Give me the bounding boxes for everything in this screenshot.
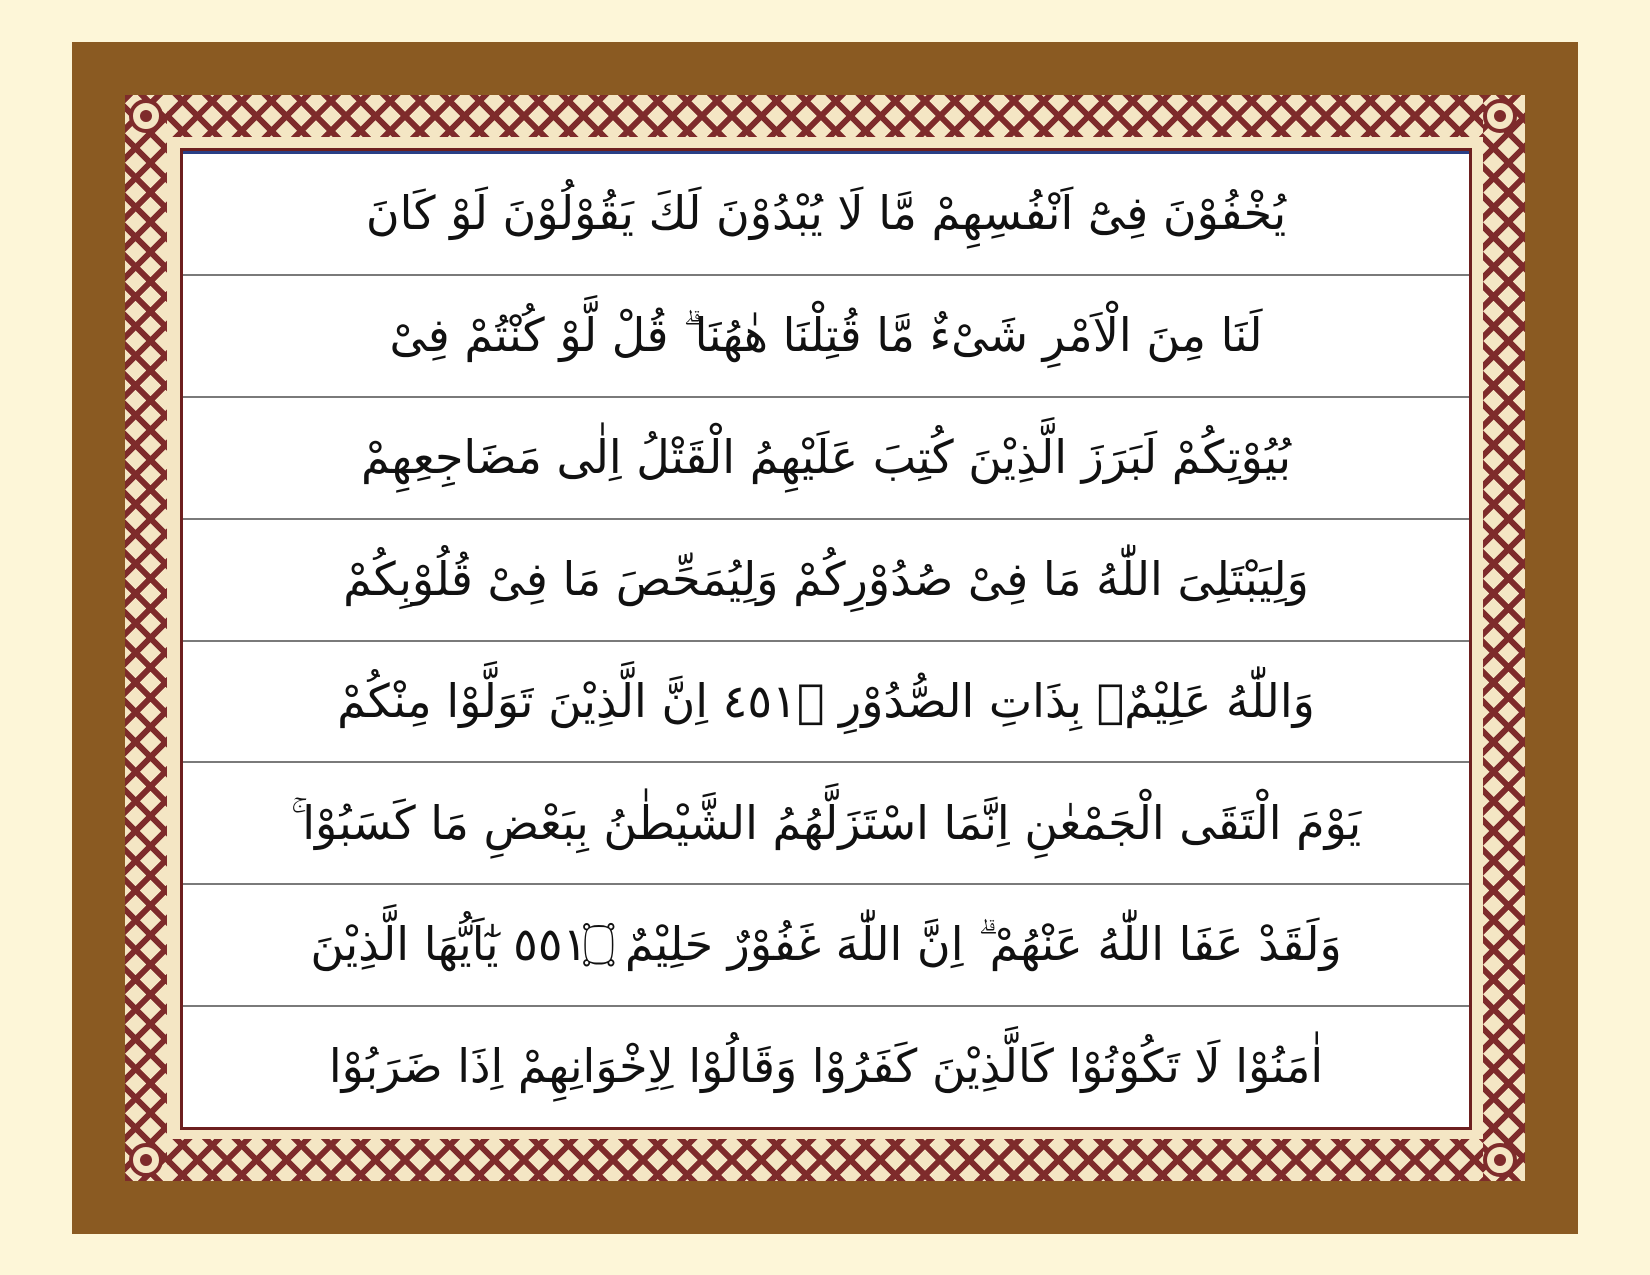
ayah-line-4	[183, 520, 1469, 642]
ayah-line-text: يُخْفُوْنَ فِىْٓ اَنْفُسِهِمْ مَّا لَا يُبْدُوْنَ لَكَ يَقُوْلُوْنَ لَوْ كَانَ	[365, 186, 1287, 241]
corner-medallion-top-right	[1483, 99, 1517, 133]
corner-medallion-bottom-right	[1483, 1143, 1517, 1177]
ayah-line-5	[183, 642, 1469, 764]
ayah-line-text: وَلِيَبْتَلِىَ اللّٰهُ مَا فِىْ صُدُوْرِكُمْ وَلِيُمَحِّصَ مَا فِىْ قُلُوْبِكُمْ	[343, 551, 1309, 606]
ayah-line-text: وَلَقَدْ عَفَا اللّٰهُ عَنْهُمْ ۗ اِنَّ اللّٰهَ غَفُوْرٌ حَلِيْمٌ ۝١٥٥ يٰٓاَيُّهَا الَّذِيْنَ	[310, 917, 1342, 972]
ayah-line-text: بُيُوْتِكُمْ لَبَرَزَ الَّذِيْنَ كُتِبَ عَلَيْهِمُ الْقَتْلُ اِلٰى مَضَاجِعِهِمْ	[360, 429, 1292, 484]
ayah-line-list	[183, 154, 1469, 1127]
ayah-line-1	[183, 154, 1469, 276]
ayah-line-7	[183, 885, 1469, 1007]
ornamental-border-bottom	[125, 1139, 1525, 1181]
corner-medallion-top-left	[129, 99, 163, 133]
ornamental-border-right	[1483, 95, 1525, 1181]
ayah-line-2	[183, 276, 1469, 398]
ayah-line-text: اٰمَنُوْا لَا تَكُوْنُوْا كَالَّذِيْنَ كَفَرُوْا وَقَالُوْا لِاِخْوَانِهِمْ اِذَا ضَرَبُوْا	[328, 1039, 1324, 1094]
quran-text-panel	[180, 148, 1472, 1130]
ayah-line-text: لَنَا مِنَ الْاَمْرِ شَىْءٌ مَّا قُتِلْنَا هٰهُنَا ۗ قُلْ لَّوْ كُنْتُمْ فِىْ	[389, 308, 1263, 363]
ornamental-border-top	[125, 95, 1525, 137]
ayah-line-6	[183, 763, 1469, 885]
ayah-line-text: يَوْمَ الْتَقَى الْجَمْعٰنِ اِنَّمَا اسْتَزَلَّهُمُ الشَّيْطٰنُ بِبَعْضِ مَا كَسَبُوْا ۚ	[290, 795, 1362, 850]
ayah-line-3	[183, 398, 1469, 520]
ornamental-border-left	[125, 95, 167, 1181]
ayah-line-text: وَاللّٰهُ عَلِيْمٌۢ بِذَاتِ الصُّدُوْرِ ۝١٥٤ اِنَّ الَّذِيْنَ تَوَلَّوْا مِنْكُمْ	[337, 673, 1315, 728]
corner-medallion-bottom-left	[129, 1143, 163, 1177]
ayah-line-8	[183, 1007, 1469, 1127]
